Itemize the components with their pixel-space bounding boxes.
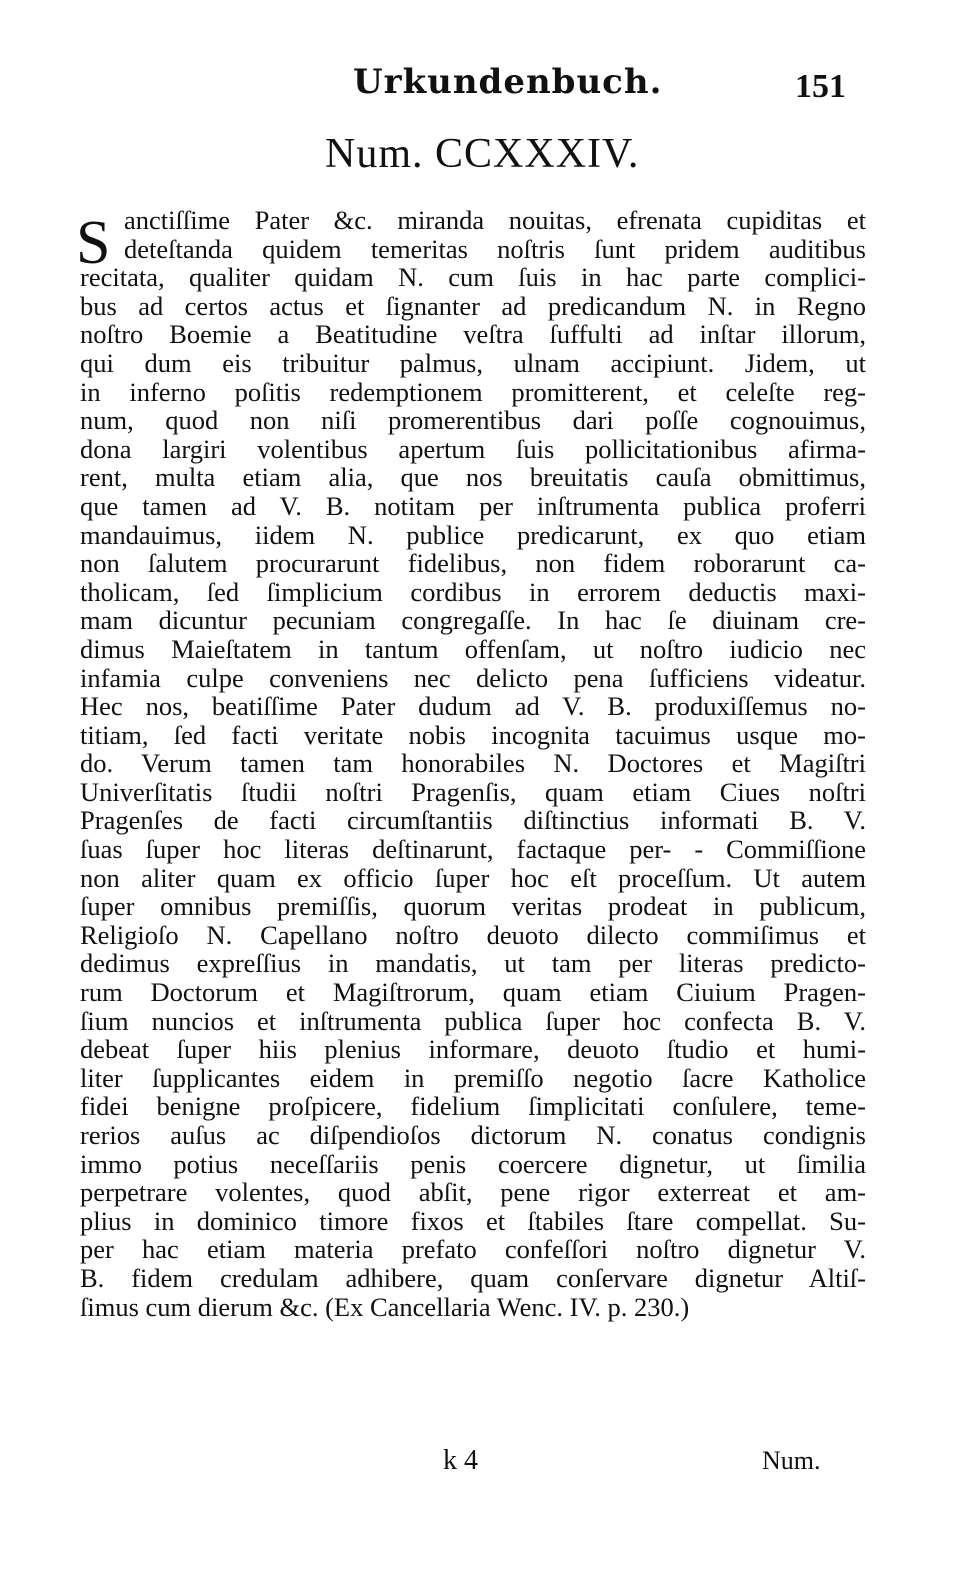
document-number: Num. CCXXXIV. (325, 131, 640, 177)
text-line: recitata, qualiter quidam N. cum ſuis in hac parte complici- (80, 262, 866, 293)
text-line: dimus Maieſtatem in tantum offenſam, ut noſtro iudicio nec (80, 633, 866, 664)
drop-cap: S (76, 209, 111, 277)
text-line: plius in dominico timore fixos et ſtabiles ſtare compellat. Su- (80, 1205, 866, 1236)
text-line: do. Verum tamen tam honorabiles N. Doctores et Magiſtri (80, 748, 866, 779)
signature-mark: k 4 (443, 1445, 478, 1476)
text-line: dona largiri volentibus apertum ſuis pollicitationibus afirma- (80, 433, 866, 464)
text-line: noſtro Boemie a Beatitudine veſtra ſuffulti ad inſtar illorum, (80, 319, 866, 350)
text-line: deteſtanda quidem temeritas noſtris ſunt pridem auditibus (124, 233, 866, 264)
text-line: non ſalutem procurarunt fidelibus, non fidem roborarunt ca- (80, 548, 866, 579)
text-line: per hac etiam materia prefato confeſſori noſtro dignetur V. (80, 1234, 866, 1265)
text-line: Hec nos, beatiſſime Pater dudum ad V. B. produxiſſemus no- (80, 691, 866, 722)
text-line: Univerſitatis ſtudii noſtri Pragenſis, quam etiam Ciues noſtri (80, 776, 866, 807)
text-line: ſuper omnibus premiſſis, quorum veritas prodeat in publicum, (80, 891, 866, 922)
text-line: qui dum eis tribuitur palmus, ulnam accipiunt. Jidem, ut (80, 347, 866, 378)
running-head: Urkundenbuch. (353, 62, 663, 102)
text-line: dedimus expreſſius in mandatis, ut tam per literas predicto- (80, 948, 866, 979)
text-line: liter ſupplicantes eidem in premiſſo negotio ſacre Katholice (80, 1062, 866, 1093)
document-body (76, 205, 866, 1322)
text-line: ſium nuncios et inſtrumenta publica ſuper hoc confecta B. V. (80, 1005, 866, 1036)
text-line: perpetrare volentes, quod abſit, pene rigor exterreat et am- (80, 1177, 866, 1208)
text-line: B. fidem credulam adhibere, quam conſervare dignetur Altiſ- (80, 1262, 866, 1293)
text-line: ſimus cum dierum &c. (Ex Cancellaria Wenc. IV. p. 230.) (80, 1291, 690, 1322)
text-line: ſuas ſuper hoc literas deſtinarunt, factaque per- - Commiſſione (80, 834, 866, 865)
text-line: infamia culpe conveniens nec delicto pena ſufficiens videatur. (80, 662, 866, 693)
text-line: non aliter quam ex officio ſuper hoc eſt proceſſum. Ut autem (80, 862, 866, 893)
text-line: titiam, ſed facti veritate nobis incognita tacuimus usque mo- (80, 719, 866, 750)
text-line-1-content: anctiſſime Pater &c. miranda nouitas, efrenata cupiditas et (124, 205, 866, 235)
page-number: 151 (795, 68, 846, 105)
text-line: rum Doctorum et Magiſtrorum, quam etiam Ciuium Pragen- (80, 977, 866, 1008)
text-line: fidei benigne proſpicere, fidelium ſimplicitati conſulere, teme- (80, 1091, 866, 1122)
text-line: mandauimus, iidem N. publice predicarunt, ex quo etiam (80, 519, 866, 550)
text-line: Pragenſes de facti circumſtantiis diſtinctius informati B. V. (80, 805, 866, 836)
text-line: mam dicuntur pecuniam congregaſſe. In hac ſe diuinam cre- (80, 605, 866, 636)
text-line: immo potius neceſſariis penis coercere dignetur, ut ſimilia (80, 1148, 866, 1179)
text-line: num, quod non niſi promerentibus dari poſſe cognouimus, (80, 405, 866, 436)
text-line: que tamen ad V. B. notitam per inſtrumenta publica proferri (80, 490, 866, 521)
text-line: tholicam, ſed ſimplicium cordibus in errorem deductis maxi- (80, 576, 866, 607)
text-line: bus ad certos actus et ſignanter ad predicandum N. in Regno (80, 290, 866, 321)
text-line: debeat ſuper hiis plenius informare, deuoto ſtudio et humi- (80, 1034, 866, 1065)
text-line: rerios auſus ac diſpendioſos dictorum N. conatus condignis (80, 1120, 866, 1150)
text-line: Religioſo N. Capellano noſtro deuoto dilecto commiſimus et (80, 919, 866, 950)
text-line: rent, multa etiam alia, que nos breuitatis cauſa obmittimus, (80, 462, 866, 493)
text-line: in inferno poſitis redemptionem promitterent, et celeſte reg- (80, 376, 866, 407)
catchword: Num. (762, 1446, 821, 1475)
